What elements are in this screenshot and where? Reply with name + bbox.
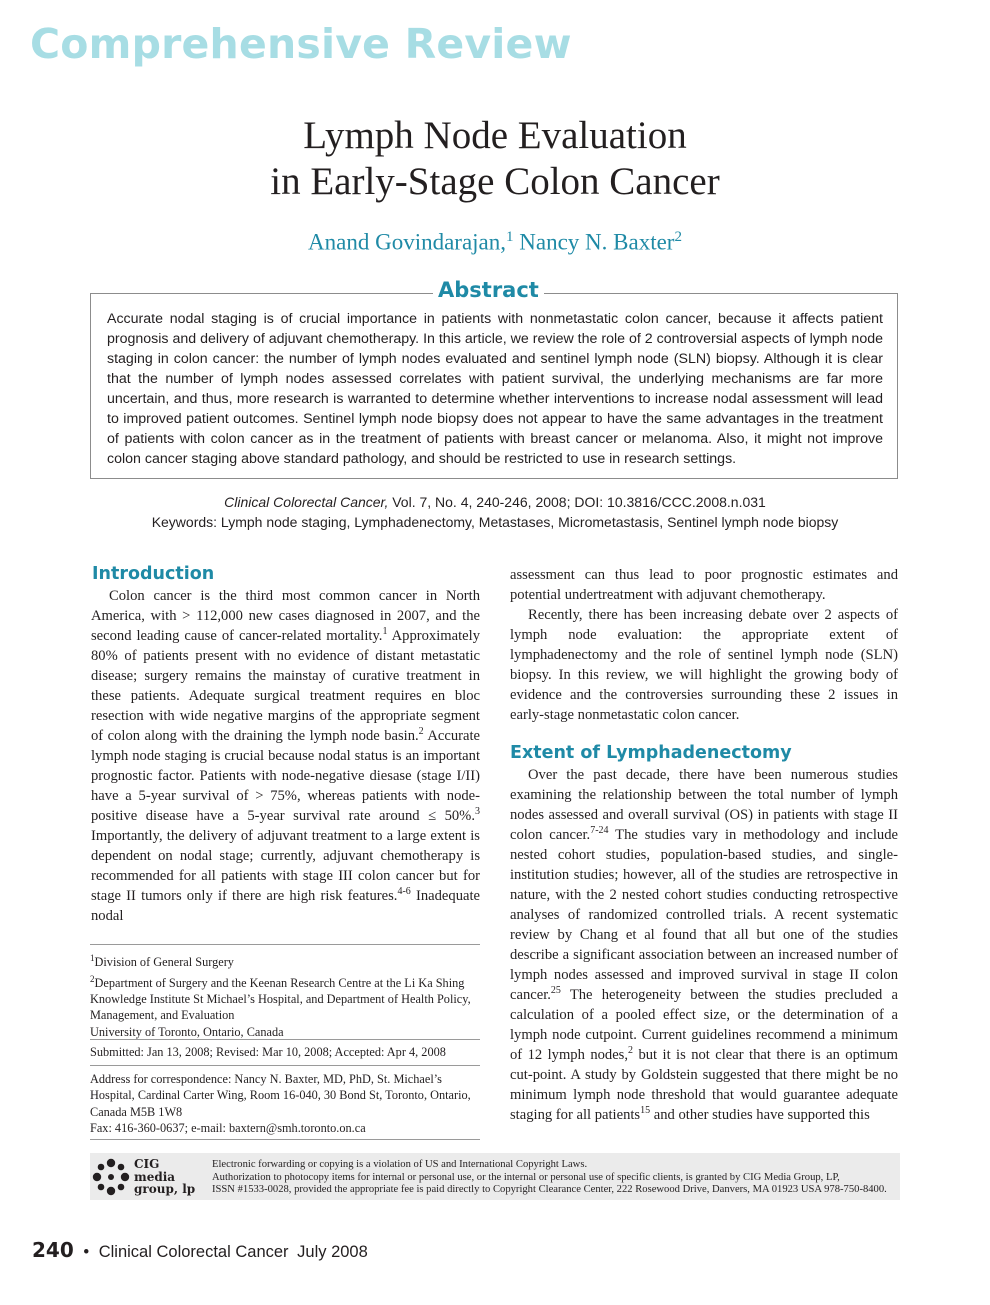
citation-ref[interactable]: 25 <box>550 985 561 997</box>
author-name[interactable]: Anand Govindarajan, <box>308 229 507 255</box>
citation-ref[interactable]: 3 <box>475 806 480 818</box>
citation-ref[interactable]: 4-6 <box>397 886 411 898</box>
title-line-1: Lymph Node Evaluation <box>303 114 687 157</box>
citation-details[interactable]: Vol. 7, No. 4, 240-246, 2008; DOI: 10.3816/CCC.2008.n.031 <box>388 494 766 510</box>
citation-ref[interactable]: 1 <box>382 626 388 638</box>
right-column-body <box>510 765 898 1125</box>
copyright-line: Authorization to photocopy items for internal or personal use, or the internal or personal use of specific clients, is granted by CIG Media Group, LP, <box>212 1171 840 1183</box>
citation-ref[interactable]: 7-24 <box>590 825 609 837</box>
section-heading-lymphadenectomy: Extent of Lymphadenectomy <box>510 743 792 763</box>
affiliation-text: Department of Surgery and the Keenan Research Centre at the Li Ka Shing Knowledge Institute St Michael’s Hospital, and Department of Health Policy, Management, and Evaluation <box>90 975 471 1023</box>
submission-dates: Submitted: Jan 13, 2008; Revised: Mar 10, 2008; Accepted: Apr 4, 2008 <box>90 1045 446 1059</box>
right-column-top <box>510 565 898 725</box>
author-list <box>0 229 990 256</box>
citation-ref[interactable]: 2 <box>628 1045 634 1057</box>
footnote-divider <box>90 1139 480 1140</box>
copyright-line: ISSN #1533-0028, provided the appropriate fee is paid directly to Copyright Clearance Center, 222 Rosewood Drive, Danvers, MA 01923 USA 978-750-8400. <box>212 1184 887 1195</box>
citation-block <box>0 492 990 532</box>
paragraph: assessment can thus lead to poor prognostic estimates and potential undertreatment with adjuvant chemotherapy. <box>510 567 898 603</box>
section-label: Comprehensive Review <box>30 20 572 68</box>
journal-name: Clinical Colorectal Cancer, <box>224 494 389 510</box>
title-line-2: in Early-Stage Colon Cancer <box>270 160 720 203</box>
correspondence <box>90 1071 480 1137</box>
paragraph: Recently, there has been increasing debate over 2 aspects of lymph node evaluation: the appropriate extent of lymphadenectomy and the role of sentinel lymph node (SLN) biopsy. In this review, we will highlight the growing body of evidence and the controversies surrounding these 2 issues in early-stage nonmetastatic colon cancer. <box>510 607 898 723</box>
logo-line: group, lp <box>134 1182 196 1196</box>
cig-logo-text <box>134 1158 195 1196</box>
footnote-divider <box>90 1039 480 1040</box>
footnote-divider <box>90 1065 480 1066</box>
abstract-heading: Abstract <box>433 278 544 302</box>
section-heading-introduction: Introduction <box>92 564 215 584</box>
paragraph: Over the past decade, there have been numerous studies examining the relationship between the total number of lymph nodes assessed and overall survival (OS) in patients with stage II colon cancer.$^{7-24}$ The studies vary in methodology and include nested cohort studies, population-based studies, and single-institution studies; however, all of the studies are retrospective in nature, with the 2 nested cohort studies conducting retrospective analyses of randomized controlled trials. A recent systematic review by Chang et al found that all but one of the studies describe a significant association between an increased number of lymph nodes assessed and improved survival in stage II colon cancer.$^{25}$ The heterogeneity between the studies precluded a calculation of a pooled effect size, or the determination of a lymph node cutpoint. Current guidelines recommend a minimum of 12 lymph nodes,$^2$ but it is not clear that there is an optimum cut-point. A study by Goldstein suggested that there might be no minimum lymph node threshold that would guarantee adequate staging for all patients$^{15}$ and other studies have supported this <box>510 767 899 1123</box>
affiliation-university: University of Toronto, Ontario, Canada <box>90 1024 284 1039</box>
footer-separator: • <box>83 1243 90 1261</box>
citation-ref[interactable]: 15 <box>640 1105 651 1117</box>
keywords-label: Keywords: <box>151 514 218 530</box>
footnote-divider <box>90 944 480 945</box>
copyright-line: Electronic forwarding or copying is a violation of US and International Copyright Laws. <box>212 1159 588 1170</box>
left-column-body <box>91 586 480 926</box>
citation-ref[interactable]: 2 <box>418 726 424 738</box>
affiliation-marker: 1 <box>506 229 514 245</box>
affiliation-1 <box>90 950 480 971</box>
affiliation-marker: 2 <box>90 973 95 984</box>
correspondence-contact[interactable]: Fax: 416-360-0637; e-mail: baxtern@smh.toronto.on.ca <box>90 1121 366 1136</box>
paragraph: Colon cancer is the third most common cancer in North America, with > 112,000 new cases diagnosed in 2007, and the second leading cause of cancer-related mortality.$^1$ Approximately 80% of patients present with no evidence of distant metastatic disease; surgery remains the mainstay of curative treatment in these patients. Adequate surgical treatment requires en bloc resection with wide negative margins of the appropriate segment of colon along with the draining the lymph node basin.$^2$ Accurate lymph node staging is crucial because nodal status is an important prognostic factor. Patients with node-negative diesase (stage I/II) have a 5-year survival of > 75%, whereas patients with node-positive disease have a 5-year survival rate around ≤ 50%.$^3$ Importantly, the delivery of adjuvant treatment to a large extent is dependent on nodal stage; currently, adjuvant chemotherapy is recommended for all patients with stage III colon cancer but for stage II tumors only if there are high risk features.$^{4-6}$ Inadequate nodal <box>91 588 480 924</box>
citation-line <box>0 492 990 512</box>
cig-logo-icon <box>92 1158 130 1201</box>
affiliation-text: Division of General Surgery <box>94 955 234 970</box>
footer-date: July 2008 <box>297 1243 368 1261</box>
footer-journal: Clinical Colorectal Cancer <box>98 1243 289 1261</box>
correspondence-address: Address for correspondence: Nancy N. Baxter, MD, PhD, St. Michael’s Hospital, Cardinal Carter Wing, Room 16-040, 30 Bond St, Toronto, Ontario, Canada M5B 1W8 <box>90 1072 471 1119</box>
author-name[interactable]: Nancy N. Baxter <box>513 229 675 255</box>
logo-line: CIG <box>134 1157 160 1171</box>
affiliation-marker: 1 <box>90 953 95 963</box>
page-footer <box>32 1238 368 1262</box>
abstract-text: Accurate nodal staging is of crucial importance in patients with nonmetastatic colon cancer, because it affects patient prognosis and delivery of adjuvant chemotherapy. In this article, we review the role of 2 controversial aspects of lymph node staging in colon cancer: the number of lymph nodes evaluated and sentinel lymph node (SLN) biopsy. Although it is clear that the number of lymph nodes assessed correlates with patient survival, the underlying mechanisms are far more uncertain, and thus, more research is warranted to determine whether interventions to increase nodal assessment will lead to improved patient outcomes. Sentinel lymph node biopsy does not appear to have the same advantages in the treatment of patients with colon cancer as in the treatment of patients with breast cancer or melanoma. Also, it might not improve colon cancer staging above standard pathology, and should be restricted to use in research settings. <box>107 311 883 467</box>
article-title <box>0 113 990 205</box>
copyright-notice <box>212 1159 887 1197</box>
affiliations <box>90 950 480 1040</box>
keywords: Lymph node staging, Lymphadenectomy, Metastases, Micrometastasis, Sentinel lymph node biopsy <box>217 514 839 530</box>
logo-line: media <box>134 1169 176 1184</box>
affiliation-2 <box>90 971 480 1024</box>
page-number: 240 <box>32 1238 74 1262</box>
affiliation-marker: 2 <box>674 229 682 245</box>
keywords-line <box>0 512 990 532</box>
